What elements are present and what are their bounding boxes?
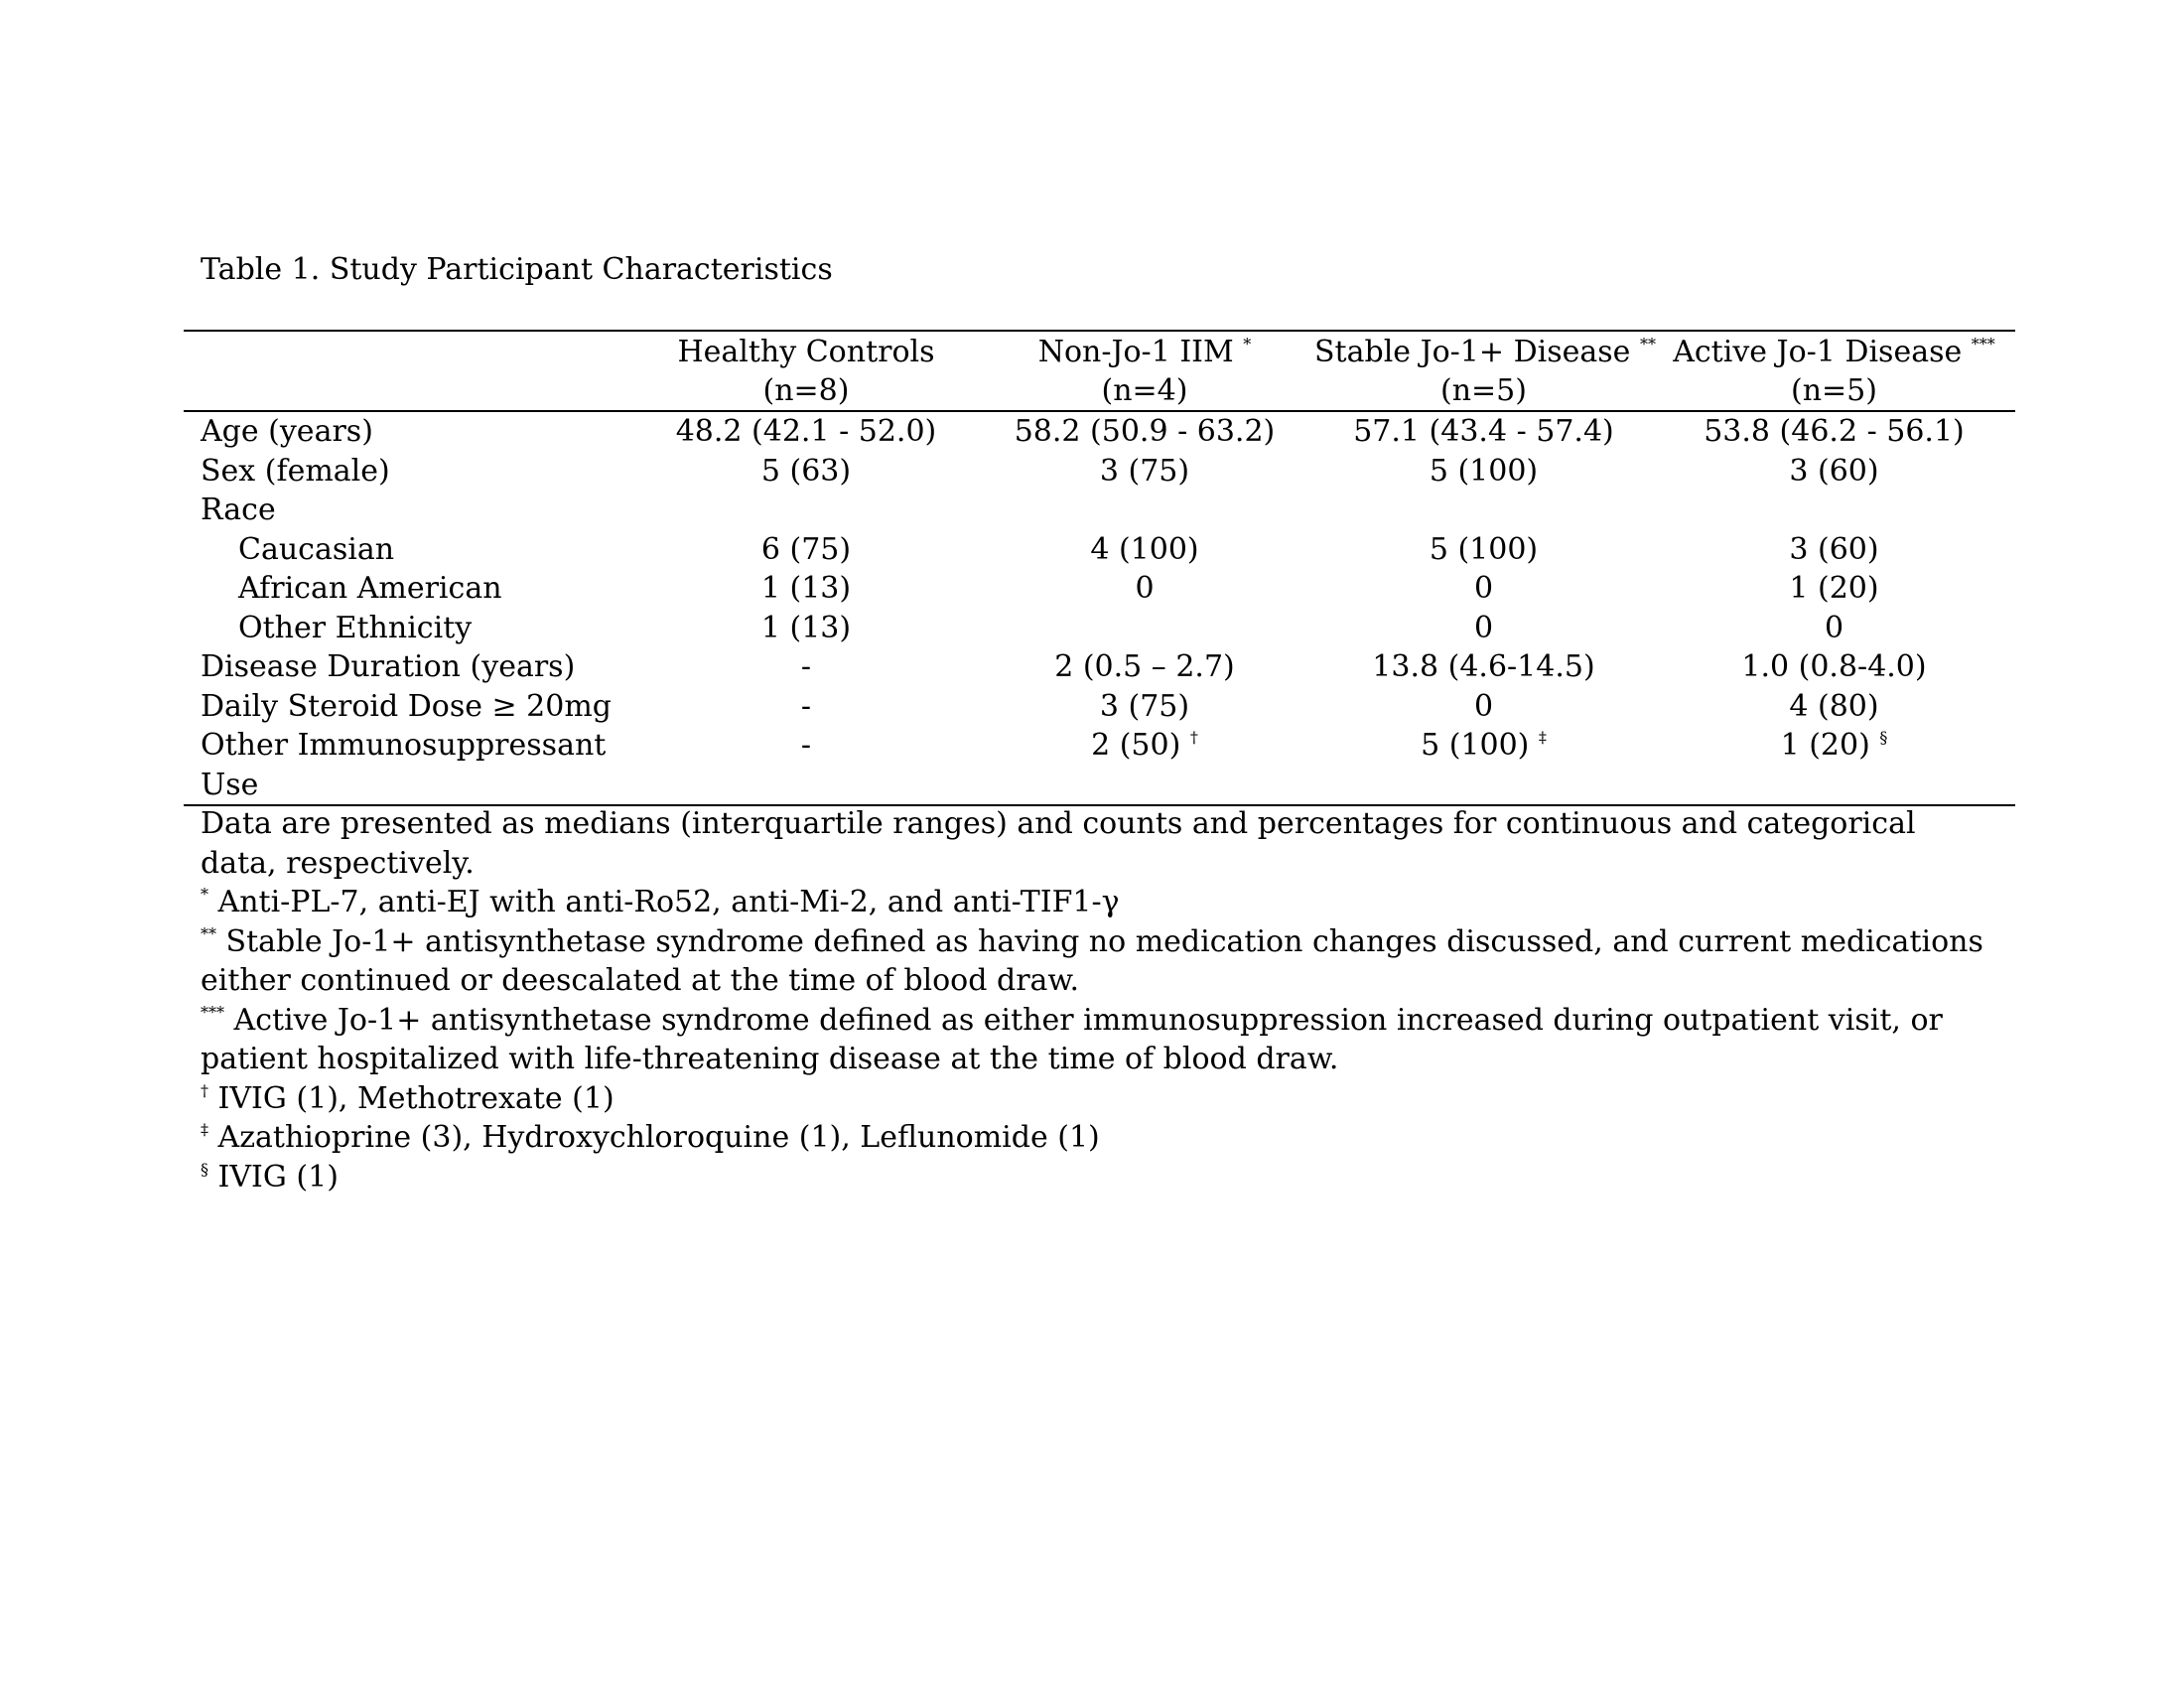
- column-header-title: Healthy Controls: [677, 334, 935, 369]
- footnote-marker: **: [1639, 334, 1656, 353]
- table-cell: [1653, 647, 2015, 687]
- cell-value: 3 (75): [1099, 688, 1190, 724]
- footnote-marker: ‡: [1538, 728, 1547, 747]
- cell-value: 0: [1473, 571, 1494, 606]
- cell-value: 5 (100): [1421, 728, 1530, 763]
- table-cell: [637, 530, 975, 570]
- cell-value: 53.8 (46.2 - 56.1): [1704, 414, 1965, 449]
- column-header: [1653, 331, 2015, 411]
- footnote-text: IVIG (1): [208, 1159, 339, 1195]
- footnote: [201, 1158, 1987, 1197]
- cell-value: 3 (60): [1789, 453, 1879, 489]
- table-row: [184, 647, 2015, 687]
- table-cell: [1314, 411, 1653, 452]
- cell-value: -: [800, 728, 812, 763]
- table-row: [184, 411, 2015, 452]
- table-cell: [1653, 491, 2015, 530]
- cell-value: 6 (75): [760, 531, 852, 567]
- table-cell: [637, 687, 975, 727]
- column-header-title: Non-Jo-1 IIM: [1037, 334, 1234, 369]
- footnote-marker: †: [201, 1080, 208, 1100]
- cell-value: 1 (20): [1789, 571, 1879, 606]
- footnote-marker: ***: [201, 1002, 224, 1022]
- column-header-title: Active Jo-1 Disease: [1673, 334, 1963, 369]
- table-cell: [975, 687, 1314, 727]
- cell-value: 57.1 (43.4 - 57.4): [1353, 414, 1614, 449]
- table-row: [184, 452, 2015, 492]
- table-row: [184, 687, 2015, 727]
- footnote-marker: †: [1189, 728, 1198, 747]
- column-header-label: [637, 333, 975, 371]
- footnote: [201, 1079, 1987, 1119]
- characteristics-table: [184, 330, 2015, 806]
- footnote-text: Data are presented as medians (interquartile ranges) and counts and percentages for continuous and categorical data, respectively.: [201, 806, 1916, 881]
- cell-value: 4 (100): [1090, 531, 1199, 567]
- table-cell: [1314, 609, 1653, 648]
- table-row: [184, 726, 2015, 805]
- row-label: African American: [238, 571, 502, 606]
- table-row: [184, 491, 2015, 530]
- footnote-text: Azathioprine (3), Hydroxychloroquine (1), Leflunomide (1): [208, 1120, 1100, 1155]
- row-label: Other Ethnicity: [238, 610, 473, 645]
- footnote-marker: §: [201, 1159, 208, 1179]
- table-cell: [637, 411, 975, 452]
- row-label: Disease Duration (years): [201, 649, 576, 684]
- cell-value: -: [800, 649, 812, 684]
- cell-value: -: [800, 688, 812, 724]
- row-label: Other Immunosuppressant Use: [184, 726, 637, 805]
- cell-value: 0: [1473, 688, 1494, 724]
- cell-value: 5 (100): [1429, 531, 1539, 567]
- table-cell: [975, 569, 1314, 609]
- cell-value: 0: [1135, 571, 1155, 606]
- column-header-count: (n=8): [762, 372, 850, 408]
- table-cell: [1314, 530, 1653, 570]
- row-label: Age (years): [201, 414, 373, 449]
- table-caption: Table 1. Study Participant Characteristics: [201, 252, 833, 287]
- cell-value: 1.0 (0.8-4.0): [1741, 649, 1927, 684]
- cell-value: 2 (0.5 – 2.7): [1054, 649, 1235, 684]
- column-header-label: [1653, 333, 2015, 371]
- footnote: [201, 883, 1987, 922]
- table-cell: [1653, 452, 2015, 492]
- footnote-text: Active Jo-1+ antisynthetase syndrome defined as either immunosuppression increased during outpatient visit, or patient hospitalized with life-threatening disease at the time of blood draw.: [201, 1002, 1943, 1076]
- table-row: [184, 569, 2015, 609]
- table-header: [184, 331, 2015, 411]
- footnote-marker: ***: [1971, 334, 1995, 353]
- footnote: [201, 1001, 1987, 1079]
- footnote-marker: **: [201, 923, 216, 943]
- table-cell: [1314, 687, 1653, 727]
- row-label: Daily Steroid Dose ≥ 20mg: [201, 688, 613, 724]
- cell-value: 48.2 (42.1 - 52.0): [675, 414, 937, 449]
- column-header-title: Stable Jo-1+ Disease: [1314, 334, 1631, 369]
- row-label: Race: [201, 492, 276, 527]
- cell-value: 1 (13): [760, 610, 852, 645]
- table-cell: [975, 411, 1314, 452]
- table-cell: [1653, 530, 2015, 570]
- footnote-marker: *: [201, 885, 208, 904]
- table-cell: [1653, 609, 2015, 648]
- cell-value: 3 (60): [1789, 531, 1879, 567]
- footnote-marker: *: [1243, 334, 1252, 353]
- table-cell: [1314, 452, 1653, 492]
- column-header: [637, 331, 975, 411]
- table-cell: [975, 491, 1314, 530]
- footnote: [201, 1118, 1987, 1158]
- table-cell: [1314, 726, 1653, 805]
- cell-value: 1 (20): [1780, 728, 1870, 763]
- table-cell: [1653, 569, 2015, 609]
- table-cell: [975, 647, 1314, 687]
- row-label: Sex (female): [201, 453, 390, 489]
- table-cell: [975, 726, 1314, 805]
- table-cell: [637, 452, 975, 492]
- column-header: [1314, 331, 1656, 411]
- footnote-marker: §: [1879, 728, 1888, 747]
- table-cell: [637, 609, 975, 648]
- footnote-marker: ‡: [201, 1120, 208, 1139]
- cell-value: 0: [1824, 610, 1844, 645]
- table-cell: [975, 530, 1314, 570]
- footnote: [201, 922, 1987, 1001]
- column-header-count: (n=5): [1791, 372, 1877, 408]
- cell-value: 4 (80): [1789, 688, 1879, 724]
- column-header-label: [975, 333, 1314, 371]
- table-cell: [1653, 687, 2015, 727]
- cell-value: 3 (75): [1099, 453, 1190, 489]
- table-cell: [637, 647, 975, 687]
- column-header-label: [1314, 333, 1656, 371]
- cell-value: 58.2 (50.9 - 63.2): [1014, 414, 1276, 449]
- header-row: [184, 331, 2015, 411]
- table-cell: [637, 569, 975, 609]
- cell-value: 5 (100): [1429, 453, 1539, 489]
- row-label: Caucasian: [238, 531, 395, 567]
- table-row: [184, 530, 2015, 570]
- cell-value: 5 (63): [760, 453, 852, 489]
- cell-value: 13.8 (4.6-14.5): [1372, 649, 1595, 684]
- table-cell: [637, 726, 975, 805]
- table-footnotes: [201, 804, 1987, 1196]
- header-cell-empty: [184, 331, 637, 411]
- footnote-text: IVIG (1), Methotrexate (1): [208, 1080, 614, 1116]
- table-cell: [1314, 647, 1653, 687]
- table-cell: [637, 491, 975, 530]
- table-cell: [1314, 491, 1653, 530]
- column-header-count: (n=5): [1440, 372, 1527, 408]
- table-body: [184, 411, 2015, 805]
- table-row: [184, 609, 2015, 648]
- footnote-text: Anti-PL-7, anti-EJ with anti-Ro52, anti-Mi-2, and anti-TIF1-γ: [208, 885, 1120, 919]
- footnote-text: Stable Jo-1+ antisynthetase syndrome defined as having no medication changes discussed, and current medications either continued or deescalated at the time of blood draw.: [201, 923, 1983, 998]
- table-cell: [1653, 726, 2015, 805]
- column-header: [975, 331, 1314, 411]
- table-cell: [1653, 411, 2015, 452]
- footnote: [201, 804, 1987, 883]
- characteristics-table-container: [184, 330, 2015, 806]
- table-cell: [1314, 569, 1653, 609]
- table-cell: [975, 609, 1314, 648]
- cell-value: 2 (50): [1091, 728, 1181, 763]
- table-cell: [975, 452, 1314, 492]
- column-header-count: (n=4): [1101, 372, 1188, 408]
- cell-value: 0: [1473, 610, 1494, 645]
- cell-value: 1 (13): [760, 571, 852, 606]
